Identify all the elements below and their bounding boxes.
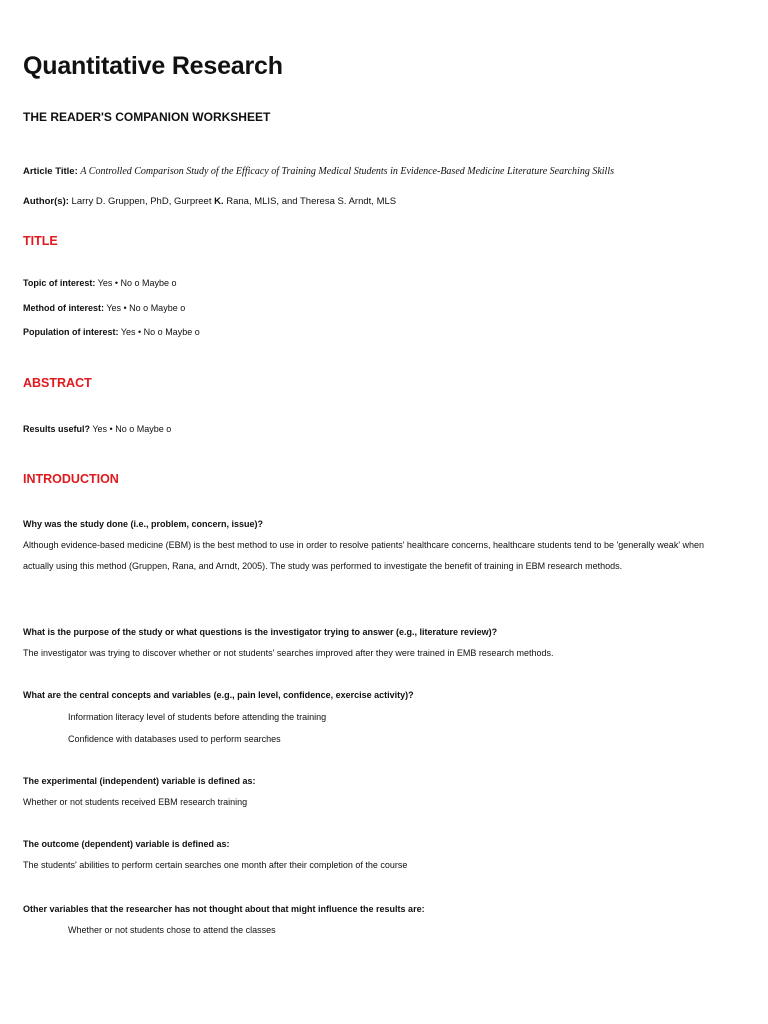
page-title: Quantitative Research <box>23 52 283 80</box>
authors-value-part1: Larry D. Gruppen, PhD, Gurpreet <box>71 196 215 207</box>
answer-purpose: The investigator was trying to discover whether or not students' searches improved after they were trained in EMB research methods. <box>23 648 554 658</box>
method-of-interest-row <box>23 303 185 313</box>
question-dependent-variable: The outcome (dependent) variable is defined as: <box>23 839 230 849</box>
question-why-study: Why was the study done (i.e., problem, concern, issue)? <box>23 519 264 529</box>
article-title-value: A Controlled Comparison Study of the Efficacy of Training Medical Students in Evidence-Based Medicine Literature Searching Skills <box>80 166 614 177</box>
answer-other-variables: Whether or not students chose to attend the classes <box>68 925 276 935</box>
population-label: Population of interest: <box>23 327 119 337</box>
population-of-interest-row <box>23 327 200 337</box>
abstract-section-heading: ABSTRACT <box>23 376 92 390</box>
population-options: Yes • No o Maybe o <box>120 327 200 337</box>
results-useful-row <box>23 424 171 434</box>
authors-value-initial: K. <box>214 196 224 207</box>
question-concepts: What are the central concepts and variables (e.g., pain level, confidence, exercise activity)? <box>23 690 414 700</box>
topic-label: Topic of interest: <box>23 278 96 288</box>
authors-line <box>23 196 396 207</box>
topic-options: Yes • No o Maybe o <box>97 278 177 288</box>
title-section-heading: TITLE <box>23 234 58 248</box>
results-options: Yes • No o Maybe o <box>92 424 172 434</box>
method-label: Method of interest: <box>23 303 104 313</box>
question-purpose: What is the purpose of the study or what questions is the investigator trying to answer (e.g., literature review)? <box>23 627 498 637</box>
answer-why-study: Although evidence-based medicine (EBM) is the best method to use in order to resolve patients' healthcare concerns, healthcare students tend to be 'generally weak' when actually using this method (Gruppen, Rana, and Arndt, 2005). The study was performed to investigate the benefit of training in EBM research methods. <box>23 540 705 571</box>
topic-of-interest-row <box>23 278 177 288</box>
concept-item: Confidence with databases used to perform searches <box>68 734 281 744</box>
answer-dependent-variable: The students' abilities to perform certain searches one month after their completion of the course <box>23 860 408 870</box>
worksheet-subtitle: THE READER'S COMPANION WORKSHEET <box>23 110 271 124</box>
question-other-variables: Other variables that the researcher has not thought about that might influence the results are: <box>23 904 425 914</box>
introduction-section-heading: INTRODUCTION <box>23 472 119 486</box>
results-label: Results useful? <box>23 424 91 434</box>
article-title-label: Article Title: <box>23 166 78 177</box>
method-options: Yes • No o Maybe o <box>106 303 186 313</box>
article-title-line <box>23 166 614 177</box>
question-independent-variable: The experimental (independent) variable is defined as: <box>23 776 256 786</box>
authors-label: Author(s): <box>23 196 69 207</box>
concept-item: Information literacy level of students before attending the training <box>68 712 327 722</box>
authors-value-part2: Rana, MLIS, and Theresa S. Arndt, MLS <box>223 196 397 207</box>
answer-independent-variable: Whether or not students received EBM research training <box>23 797 248 807</box>
